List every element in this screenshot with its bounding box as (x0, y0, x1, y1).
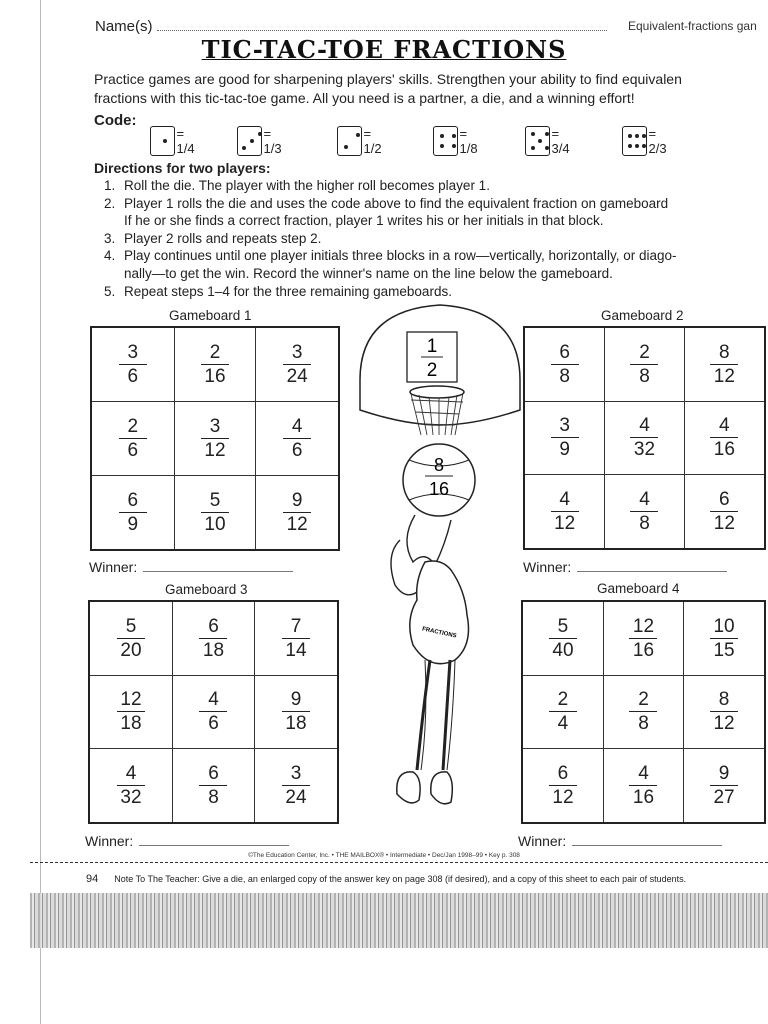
direction-step-3: 3. Player 2 rolls and repeats step 2. (104, 230, 322, 246)
die-pip (163, 139, 167, 143)
fraction-denominator: 8 (639, 365, 650, 387)
fraction-denominator: 12 (713, 713, 735, 735)
board-cell[interactable] (684, 601, 765, 675)
board-cell[interactable] (174, 475, 256, 550)
board-cell[interactable] (684, 475, 765, 549)
fraction-bar (283, 364, 311, 365)
code-item (337, 126, 387, 156)
code-item (150, 126, 200, 156)
fraction (551, 415, 579, 460)
fraction-bar (199, 711, 227, 712)
fraction-bar (119, 364, 147, 365)
fraction-numerator: 6 (127, 489, 139, 511)
fraction-denominator: 18 (120, 713, 142, 735)
code-item (622, 126, 672, 156)
fraction-bar (551, 511, 579, 512)
board-row (89, 675, 338, 748)
cut-line (30, 862, 768, 863)
fraction-numerator: 4 (639, 489, 650, 511)
fraction-denominator: 15 (713, 639, 735, 661)
fraction-bar (630, 511, 658, 512)
fraction-numerator: 8 (719, 341, 730, 363)
fraction (710, 342, 738, 387)
fraction-numerator: 6 (208, 615, 219, 637)
backboard-numerator: 1 (426, 336, 438, 357)
board-cell[interactable] (172, 601, 254, 675)
fraction-denominator: 12 (713, 365, 735, 387)
fraction (282, 689, 310, 734)
ball-denominator: 16 (428, 479, 450, 499)
die-pip (545, 146, 549, 150)
fraction-numerator: 4 (638, 763, 649, 785)
directions-list (104, 177, 768, 300)
code-value: = 1/4 (176, 126, 195, 156)
fraction (199, 763, 227, 808)
board-cell[interactable] (524, 327, 605, 401)
die-pip (242, 146, 246, 150)
fraction-numerator: 4 (719, 415, 730, 437)
board-cell[interactable] (684, 327, 765, 401)
fraction-denominator: 12 (204, 439, 226, 461)
fraction-bar (629, 711, 657, 712)
fraction-denominator: 16 (632, 787, 655, 809)
die-icon (525, 126, 550, 156)
board-row (91, 475, 339, 550)
board-row (524, 327, 765, 401)
fraction-bar (282, 638, 310, 639)
fraction-denominator: 12 (286, 513, 308, 535)
fraction (629, 763, 657, 808)
board-cell[interactable] (256, 327, 339, 402)
code-value: = 2/3 (648, 126, 667, 156)
fraction-denominator: 6 (291, 439, 303, 461)
fraction (551, 489, 579, 534)
board-cell[interactable] (522, 601, 603, 675)
gameboard-2 (523, 326, 766, 550)
fraction-numerator: 6 (208, 763, 219, 785)
code-item (237, 126, 287, 156)
fraction (630, 489, 658, 534)
fraction-denominator: 8 (208, 787, 219, 809)
board-cell[interactable] (172, 675, 254, 748)
winner-4-line[interactable] (572, 845, 722, 846)
fraction (199, 689, 227, 734)
fraction-numerator: 6 (559, 341, 570, 363)
board-cell[interactable] (255, 601, 338, 675)
fraction-bar (117, 638, 145, 639)
board-cell[interactable] (684, 401, 765, 474)
board-row (91, 402, 339, 476)
die-pip (452, 144, 456, 148)
bird-legs (417, 660, 450, 770)
fraction-numerator: 4 (208, 689, 219, 711)
credit-line: ©The Education Center, Inc. • THE MAILBOX® • Intermediate • Dec/Jan 1998–99 • Key p. 308 (248, 852, 520, 859)
fraction-denominator: 32 (120, 787, 142, 809)
fraction-numerator: 4 (125, 763, 137, 785)
die-pip (440, 144, 444, 148)
page-number: 94 (86, 873, 99, 885)
teacher-note (86, 873, 686, 885)
fraction-bar (549, 785, 577, 786)
fraction (201, 490, 229, 535)
fraction (710, 415, 738, 460)
die-pip (545, 132, 549, 136)
fraction-numerator: 3 (127, 342, 139, 364)
fraction-denominator: 16 (632, 639, 655, 661)
fraction-denominator: 16 (713, 439, 735, 461)
board-cell[interactable] (522, 749, 603, 823)
fraction-denominator: 8 (639, 513, 650, 535)
fraction-numerator: 3 (290, 763, 302, 785)
teacher-note-text: Note To The Teacher: Give a die, an enlarged copy of the answer key on page 308 (if desired), and a copy of this sheet to each pair of students. (114, 874, 687, 884)
gameboard-3-title: Gameboard 3 (165, 582, 248, 597)
fraction-denominator: 12 (713, 513, 735, 535)
fraction-bar (630, 437, 658, 438)
winner-2-line[interactable] (577, 571, 727, 572)
die-icon (237, 126, 262, 156)
fraction-bar (551, 364, 579, 365)
fraction-bar (117, 711, 145, 712)
board-row (89, 749, 338, 823)
die-pip (635, 134, 639, 138)
margin-line (40, 0, 41, 1024)
fraction-bar (283, 512, 311, 513)
fraction-bar (199, 638, 227, 639)
die-icon (150, 126, 175, 156)
bird-sneaker-right (431, 772, 453, 804)
fraction-bar (710, 785, 738, 786)
board-cell[interactable] (89, 675, 172, 748)
fraction-numerator: 9 (718, 763, 730, 785)
fraction-numerator: 9 (290, 689, 302, 711)
fraction-bar (629, 638, 657, 639)
fraction-bar (710, 511, 738, 512)
fraction-numerator: 3 (291, 342, 303, 364)
fraction-bar (549, 711, 577, 712)
die-pip (531, 146, 535, 150)
name-line[interactable] (157, 30, 607, 31)
fraction (629, 689, 657, 734)
fraction-numerator: 6 (719, 489, 730, 511)
fraction-bar (283, 438, 311, 439)
fraction-denominator: 20 (120, 639, 142, 661)
board-row (91, 327, 339, 402)
gameboard-1-title: Gameboard 1 (169, 308, 252, 323)
board-cell[interactable] (524, 401, 605, 474)
winner-3-line[interactable] (139, 845, 289, 846)
board-cell[interactable] (256, 402, 339, 476)
directions-title: Directions for two players: (94, 160, 271, 176)
fraction (117, 763, 145, 808)
ball-numerator: 8 (433, 455, 445, 475)
die-icon (337, 126, 362, 156)
direction-step-1: 1. Roll the die. The player with the higher roll becomes player 1. (104, 178, 490, 193)
fraction-numerator: 5 (209, 489, 221, 511)
winner-1: Winner: (89, 559, 293, 575)
board-cell[interactable] (684, 675, 765, 748)
fraction (549, 689, 577, 734)
board-cell[interactable] (605, 327, 684, 401)
fraction (282, 763, 310, 808)
fraction-bar (199, 785, 227, 786)
fraction (710, 489, 738, 534)
board-cell[interactable] (255, 675, 338, 748)
fraction-denominator: 6 (127, 366, 139, 388)
fraction-bar (201, 364, 229, 365)
intro-line-1: Practice games are good for sharpening players' skills. Strengthen your ability to find equivalen (94, 71, 682, 87)
code-value: = 1/3 (263, 126, 282, 156)
board-cell[interactable] (524, 475, 605, 549)
fraction-denominator: 6 (208, 713, 219, 735)
fraction-denominator: 9 (559, 439, 570, 461)
fraction (629, 616, 657, 661)
die-pip (642, 134, 646, 138)
board-cell[interactable] (91, 475, 174, 550)
page-title: TIC-TAC-TOE FRACTIONS (201, 35, 567, 64)
die-pip (356, 133, 360, 137)
gameboard-3 (88, 600, 339, 824)
fraction-bar (710, 638, 738, 639)
board-cell[interactable] (174, 402, 256, 476)
fraction (117, 616, 145, 661)
direction-step-5: 5. Repeat steps 1–4 for the three remaining gameboards. (104, 283, 452, 299)
fraction-numerator: 2 (638, 689, 649, 711)
board-cell[interactable] (522, 675, 603, 748)
fraction (119, 416, 147, 461)
fraction (283, 416, 311, 461)
direction-step-2: 2. Player 1 rolls the die and uses the code above to find the equivalent fraction on gameboard If he or she finds a correct fraction, player 1 writes his or her initials in that block. (104, 195, 669, 229)
fraction-numerator: 4 (559, 489, 570, 511)
board-row (522, 601, 765, 675)
die-pip (628, 144, 632, 148)
board-row (524, 401, 765, 474)
die-pip (452, 134, 456, 138)
fraction-numerator: 9 (291, 489, 303, 511)
board-cell[interactable] (605, 401, 684, 474)
bird-wing-raised (407, 515, 451, 565)
fraction (630, 342, 658, 387)
fraction-denominator: 6 (127, 439, 139, 461)
board-row (89, 601, 338, 675)
direction-step-4: 4. Play continues until one player initials three blocks in a row—vertically, horizontally, or diago- nally—to get the win. Record the winner's name on the line below the gameboard. (104, 248, 677, 281)
fraction-denominator: 9 (127, 513, 139, 535)
winner-3: Winner: (85, 833, 289, 849)
fraction (283, 342, 311, 387)
fraction-denominator: 40 (552, 639, 574, 661)
board-cell[interactable] (91, 327, 174, 402)
board-cell[interactable] (256, 475, 339, 550)
code-label: Code: (94, 112, 137, 129)
fraction-numerator: 5 (557, 615, 569, 637)
fraction-numerator: 4 (639, 415, 650, 437)
fraction (549, 616, 577, 661)
die-pip (628, 134, 632, 138)
bird-sneaker-left (397, 772, 420, 803)
code-value: = 3/4 (551, 126, 570, 156)
fraction-numerator: 6 (557, 763, 569, 785)
board-cell[interactable] (603, 749, 683, 823)
board-cell[interactable] (684, 749, 765, 823)
board-row (522, 675, 765, 748)
fraction-bar (710, 364, 738, 365)
die-pip (531, 132, 535, 136)
fraction-bar (549, 638, 577, 639)
board-cell[interactable] (603, 601, 683, 675)
code-item (525, 126, 575, 156)
fraction (201, 342, 229, 387)
code-item (433, 126, 483, 156)
gameboard-2-title: Gameboard 2 (601, 308, 684, 323)
fraction (117, 689, 145, 734)
board-cell[interactable] (605, 475, 684, 549)
skill-label: Equivalent-fractions gan (628, 19, 757, 33)
fraction (199, 616, 227, 661)
fraction-denominator: 24 (286, 366, 308, 388)
fraction-bar (710, 711, 738, 712)
code-value: = 1/8 (459, 126, 478, 156)
jersey-text: FRACTIONS (421, 626, 457, 640)
fraction-numerator: 8 (718, 689, 730, 711)
fraction-numerator: 4 (291, 415, 303, 437)
die-pip (642, 144, 646, 148)
die-pip (258, 132, 262, 136)
code-value: = 1/2 (363, 126, 382, 156)
fraction (283, 490, 311, 535)
fraction-denominator: 24 (285, 787, 307, 809)
fraction-denominator: 12 (552, 787, 574, 809)
fraction-denominator: 32 (633, 439, 656, 461)
fraction-denominator: 8 (559, 365, 570, 387)
fraction-numerator: 2 (557, 689, 569, 711)
fraction-bar (551, 437, 579, 438)
board-row (522, 749, 765, 823)
board-row (524, 475, 765, 549)
fraction-denominator: 10 (204, 513, 226, 535)
fraction (549, 763, 577, 808)
scan-noise-band (30, 893, 768, 948)
board-cell[interactable] (255, 749, 338, 823)
name-label: Name(s) (95, 18, 153, 35)
fraction-bar (117, 785, 145, 786)
die-pip (635, 144, 639, 148)
die-pip (250, 139, 254, 143)
board-cell[interactable] (91, 402, 174, 476)
board-cell[interactable] (174, 327, 256, 402)
fraction-numerator: 2 (639, 341, 650, 363)
basketball-bird-illustration (355, 300, 525, 840)
intro-paragraph (94, 70, 768, 108)
winner-1-line[interactable] (143, 571, 293, 572)
intro-line-2: fractions with this tic-tac-toe game. All you need is a partner, a die, and a winning effort! (94, 90, 635, 106)
fraction (119, 342, 147, 387)
gameboard-4-title: Gameboard 4 (597, 581, 680, 596)
fraction (551, 342, 579, 387)
fraction (710, 689, 738, 734)
winner-2: Winner: (523, 559, 727, 575)
die-pip (538, 139, 542, 143)
fraction-numerator: 2 (127, 415, 139, 437)
gameboard-1 (90, 326, 340, 551)
fraction-bar (710, 437, 738, 438)
fraction (282, 616, 310, 661)
board-cell[interactable] (89, 749, 172, 823)
die-icon (433, 126, 458, 156)
winner-4: Winner: (518, 833, 722, 849)
fraction (710, 763, 738, 808)
fraction (710, 616, 738, 661)
fraction-denominator: 18 (285, 713, 307, 735)
backboard-denominator: 2 (426, 360, 438, 381)
die-icon (622, 126, 647, 156)
fraction-bar (630, 364, 658, 365)
fraction-numerator: 3 (559, 415, 570, 437)
fraction-bar (119, 512, 147, 513)
fraction-numerator: 2 (209, 342, 221, 364)
fraction-bar (119, 438, 147, 439)
fraction-denominator: 8 (638, 713, 649, 735)
board-cell[interactable] (172, 749, 254, 823)
fraction-bar (201, 512, 229, 513)
fraction-numerator: 7 (290, 615, 302, 637)
gameboard-4 (521, 600, 766, 824)
fraction-denominator: 12 (554, 513, 576, 535)
fraction-numerator: 12 (120, 689, 142, 711)
board-cell[interactable] (603, 675, 683, 748)
die-pip (440, 134, 444, 138)
fraction-bar (282, 785, 310, 786)
fraction-denominator: 16 (204, 366, 226, 388)
fraction-denominator: 18 (202, 639, 225, 661)
fraction-denominator: 27 (713, 787, 735, 809)
fraction (630, 415, 658, 460)
fraction-bar (629, 785, 657, 786)
die-pip (344, 145, 348, 149)
fraction-denominator: 4 (557, 713, 569, 735)
fraction-denominator: 14 (285, 639, 307, 661)
fraction-numerator: 12 (632, 615, 655, 637)
fraction-bar (201, 438, 229, 439)
fraction (119, 490, 147, 535)
fraction-bar (282, 711, 310, 712)
board-cell[interactable] (89, 601, 172, 675)
fraction-numerator: 5 (125, 615, 137, 637)
bird-body (410, 561, 469, 664)
name-field (95, 18, 607, 35)
fraction-numerator: 10 (713, 615, 735, 637)
fraction (201, 416, 229, 461)
fraction-numerator: 3 (209, 415, 221, 437)
